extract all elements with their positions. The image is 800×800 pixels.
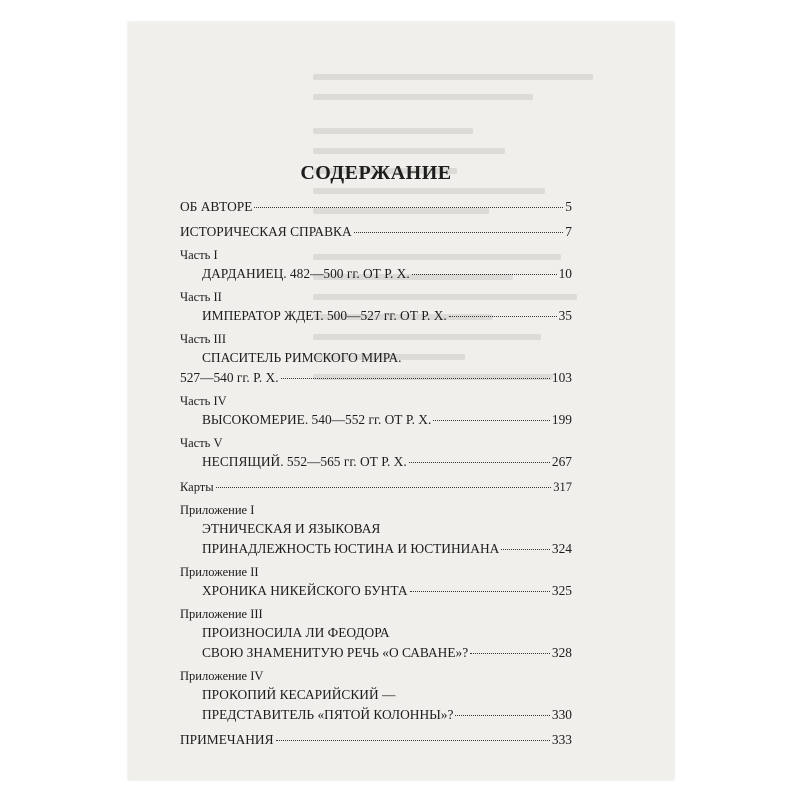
leader-dots (412, 274, 557, 275)
toc-entry-appendix-1: ПРИНАДЛЕЖНОСТЬ ЮСТИНА И ЮСТИНИАНА 324 (180, 539, 572, 559)
toc-entry-appendix-2: ХРОНИКА НИКЕЙСКОГО БУНТА 325 (180, 581, 572, 601)
leader-dots (276, 740, 550, 741)
toc-entry-part-1: ДАРДАНИЕЦ. 482—500 гг. ОТ Р. Х. 10 (180, 264, 572, 284)
page-number: 5 (565, 199, 572, 214)
page-number: 330 (551, 707, 572, 722)
toc-title: СОДЕРЖАНИЕ (300, 162, 452, 184)
table-of-contents (180, 162, 572, 750)
page-number: 7 (565, 224, 572, 239)
leader-dots (254, 207, 563, 208)
page-number: 35 (558, 308, 572, 323)
toc-entry-about-author: ОБ АВТОРЕ 5 (180, 197, 572, 217)
page-number: 10 (558, 266, 572, 281)
toc-entry-notes: ПРИМЕЧАНИЯ 333 (180, 730, 572, 750)
page-number: 103 (551, 370, 572, 385)
page-number: 328 (551, 645, 572, 660)
toc-entry-appendix-4: ПРЕДСТАВИТЕЛЬ «ПЯТОЙ КОЛОННЫ»? 330 (180, 705, 572, 725)
leader-dots (501, 549, 550, 550)
toc-entry-title-line: СПАСИТЕЛЬ РИМСКОГО МИРА. (202, 350, 402, 365)
toc-entry-part-3: 527—540 гг. Р. Х. 103 (180, 368, 572, 388)
leader-dots (470, 653, 550, 654)
page-number: 333 (551, 732, 572, 747)
toc-entry-part-5: НЕСПЯЩИЙ. 552—565 гг. ОТ Р. Х. 267 (180, 452, 572, 472)
page-number: 199 (551, 412, 572, 427)
page-number: 324 (551, 541, 572, 556)
part-label: Часть V (180, 436, 223, 450)
page-number: 267 (551, 454, 572, 469)
leader-dots (455, 715, 549, 716)
appendix-label: Приложение IV (180, 669, 264, 683)
appendix-label: Приложение III (180, 607, 263, 621)
book-page (128, 22, 674, 780)
leader-dots (449, 316, 557, 317)
toc-entry-part-2: ИМПЕРАТОР ЖДЕТ. 500—527 гг. ОТ Р. Х. 35 (180, 306, 572, 326)
part-label: Часть I (180, 248, 218, 262)
toc-entry-maps: Карты 317 (180, 477, 572, 497)
leader-dots (433, 420, 550, 421)
page-number: 325 (551, 583, 572, 598)
toc-entry-historical-note: ИСТОРИЧЕСКАЯ СПРАВКА 7 (180, 222, 572, 242)
toc-entry-part-4: ВЫСОКОМЕРИЕ. 540—552 гг. ОТ Р. Х. 199 (180, 410, 572, 430)
part-label: Часть II (180, 290, 222, 304)
appendix-label: Приложение II (180, 565, 259, 579)
leader-dots (354, 232, 564, 233)
part-label: Часть IV (180, 394, 227, 408)
page-number: 317 (553, 480, 572, 494)
toc-entry-title-line: ПРОИЗНОСИЛА ЛИ ФЕОДОРА (202, 625, 390, 640)
leader-dots (410, 591, 550, 592)
toc-entry-title-line: ПРОКОПИЙ КЕСАРИЙСКИЙ — (202, 687, 396, 702)
leader-dots (281, 378, 550, 379)
toc-entry-title-line: ЭТНИЧЕСКАЯ И ЯЗЫКОВАЯ (202, 521, 381, 536)
part-label: Часть III (180, 332, 226, 346)
leader-dots (216, 487, 552, 488)
appendix-label: Приложение I (180, 503, 255, 517)
toc-entry-appendix-3: СВОЮ ЗНАМЕНИТУЮ РЕЧЬ «О САВАНЕ»? 328 (180, 643, 572, 663)
leader-dots (409, 462, 550, 463)
